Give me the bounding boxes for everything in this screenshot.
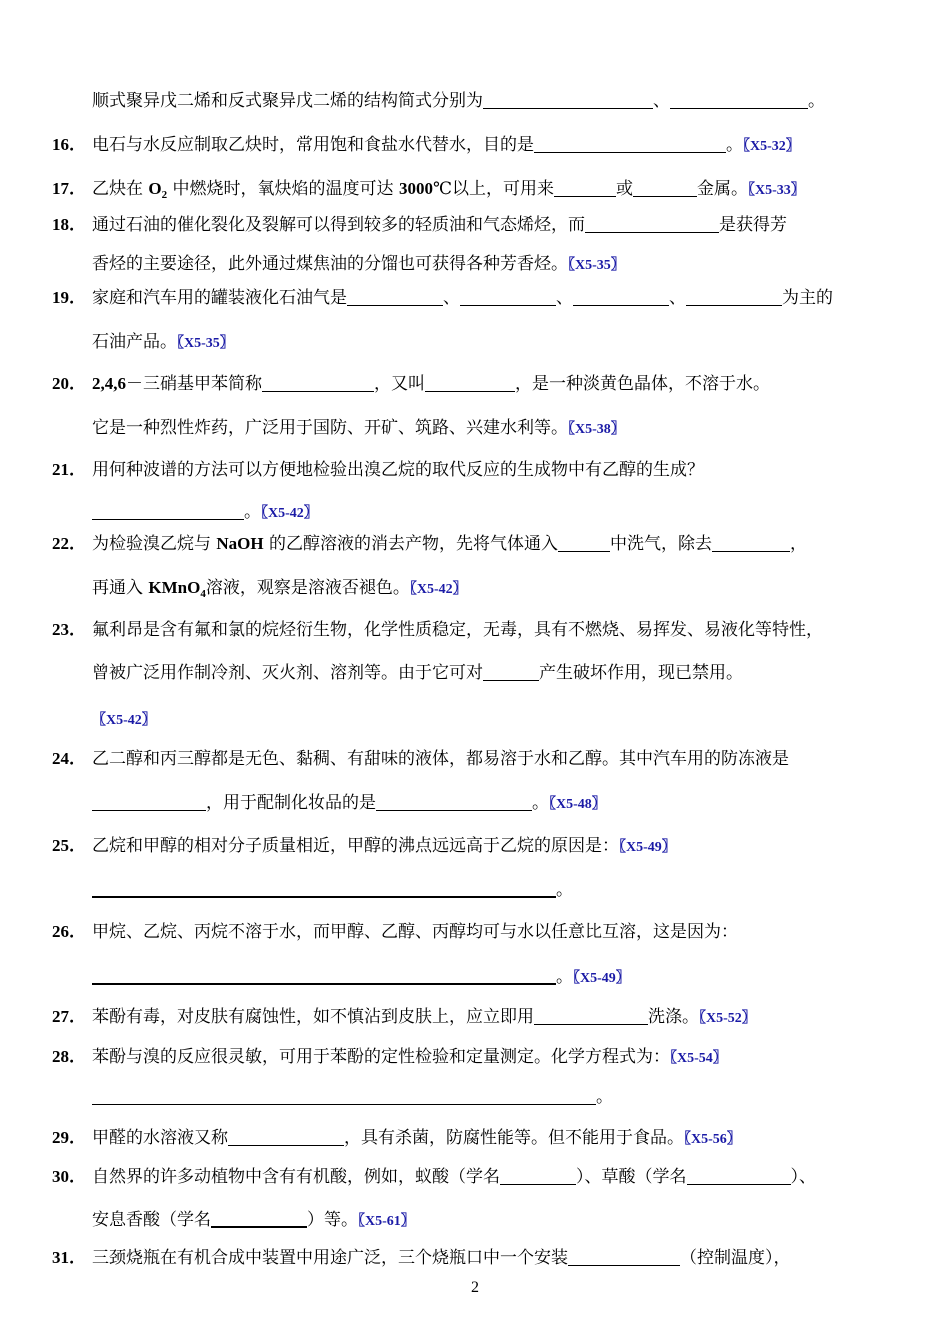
question-number: 17． <box>52 179 86 198</box>
q24-text-b: ，用于配制化妆品的是 <box>206 793 376 813</box>
q18-text-c: 香烃的主要途径，此外通过煤焦油的分馏也可获得各种芳香烃。 <box>92 254 568 274</box>
q20-text-b: ，又叫 <box>374 374 425 394</box>
question-number: 28． <box>52 1047 86 1066</box>
answer-blank[interactable] <box>211 1209 307 1228</box>
answer-blank[interactable] <box>460 288 556 306</box>
answer-blank[interactable] <box>92 879 556 898</box>
reference-tag: 〖X5-61〗 <box>358 1214 415 1229</box>
tnt-locants: 2,4,6 <box>92 374 126 393</box>
answer-blank[interactable] <box>262 374 374 392</box>
temperature-value: 3000 <box>398 179 433 198</box>
kmno4-subscript: 4 <box>200 588 206 600</box>
question-number: 20． <box>52 374 86 393</box>
answer-blank[interactable] <box>376 793 532 811</box>
q30-text-a: 自然界的许多动植物中含有有机酸，例如，蚁酸（学名 <box>92 1167 500 1187</box>
q19-text-b: 为主的 <box>782 288 833 308</box>
q20-text-d: 它是一种烈性炸药，广泛用于国防、开矿、筑路、兴建水利等。 <box>92 418 568 438</box>
separator: 、 <box>443 288 460 308</box>
answer-blank[interactable] <box>554 179 616 197</box>
separator: 、 <box>556 288 573 308</box>
q30-text-e: ）等。 <box>307 1210 358 1230</box>
kmno4-formula: KMnO <box>148 578 201 597</box>
q18-text-a: 通过石油的催化裂化及裂解可以得到较多的轻质油和气态烯烃，而 <box>92 215 585 235</box>
q22-text-d: ， <box>790 534 808 554</box>
q25-text: 乙烷和甲醇的相对分子质量相近，甲醇的沸点远远高于乙烷的原因是： <box>92 836 619 856</box>
question-number: 18． <box>52 215 86 234</box>
naoh-formula: NaOH <box>216 534 264 553</box>
q27-text-b: 洗涤。 <box>648 1007 699 1027</box>
answer-blank[interactable] <box>92 502 244 520</box>
question-number: 19． <box>52 288 86 307</box>
q17-text-b: 中燃烧时，氧炔焰的温度可达 <box>167 179 399 199</box>
oxygen-subscript: 2 <box>161 189 168 201</box>
q24-end: 。 <box>532 793 549 813</box>
question-number: 24． <box>52 749 86 768</box>
q15-end: 。 <box>808 91 825 111</box>
reference-tag: 〖X5-38〗 <box>568 422 625 437</box>
question-number: 26． <box>52 922 86 941</box>
reference-tag: 〖X5-54〗 <box>670 1051 727 1066</box>
q15-text: 顺式聚异戊二烯和反式聚异戊二烯的结构简式分别为 <box>92 91 483 111</box>
question-number: 27． <box>52 1007 86 1026</box>
q17-or: 或 <box>615 179 633 199</box>
q31-text-b: （控制温度）， <box>680 1248 791 1268</box>
reference-tag: 〖X5-49〗 <box>573 971 630 986</box>
q17-text-d: 金属。 <box>696 179 748 199</box>
q20-text-c: ，是一种淡黄色晶体，不溶于水。 <box>515 374 770 394</box>
q29-text-a: 甲醛的水溶液又称 <box>92 1128 228 1148</box>
question-number: 25． <box>52 836 86 855</box>
q23-text-a: 氟利昂是含有氟和氯的烷烃衍生物，化学性质稳定，无毒，具有不燃烧、易挥发、易液化等特性， <box>92 620 823 640</box>
q22-text-b: 的乙醇溶液的消去产物，先将气体通入 <box>263 534 559 554</box>
reference-tag: 〖X5-32〗 <box>743 139 800 154</box>
q28-text: 苯酚与溴的反应很灵敏，可用于苯酚的定性检验和定量测定。化学方程式为： <box>92 1047 670 1067</box>
reference-tag: 〖X5-56〗 <box>684 1132 741 1147</box>
q21-end: 。 <box>244 502 261 522</box>
answer-blank[interactable] <box>568 1248 680 1266</box>
reference-tag: 〖X5-42〗 <box>92 713 156 728</box>
reference-tag: 〖X5-35〗 <box>177 336 234 351</box>
answer-blank[interactable] <box>92 966 556 985</box>
q19-text-c: 石油产品。 <box>92 332 177 352</box>
q24-text-a: 乙二醇和丙三醇都是无色、黏稠、有甜味的液体，都易溶于水和乙醇。其中汽车用的防冻液是 <box>92 749 789 769</box>
q22-text-c: 中洗气，除去 <box>610 534 713 554</box>
q18-text-b: 是获得芳 <box>719 215 787 235</box>
q27-text-a: 苯酚有毒，对皮肤有腐蚀性，如不慎沾到皮肤上，应立即用 <box>92 1007 534 1027</box>
q17-text-c: ℃以上，可用来 <box>432 179 554 199</box>
reference-tag: 〖X5-52〗 <box>699 1011 756 1026</box>
answer-blank[interactable] <box>686 288 782 306</box>
q16-end: 。 <box>726 135 743 155</box>
answer-blank[interactable] <box>558 534 610 552</box>
question-number: 30． <box>52 1167 86 1186</box>
answer-blank[interactable] <box>92 793 206 811</box>
q30-text-d: 安息香酸（学名 <box>92 1210 211 1230</box>
reference-tag: 〖X5-42〗 <box>409 582 467 597</box>
answer-blank[interactable] <box>585 215 719 233</box>
reference-tag: 〖X5-33〗 <box>747 183 805 198</box>
answer-blank[interactable] <box>573 288 669 306</box>
oxygen-formula: O <box>148 179 162 198</box>
question-number: 21． <box>52 460 86 479</box>
q31-text-a: 三颈烧瓶在有机合成中装置中用途广泛，三个烧瓶口中一个安装 <box>92 1248 568 1268</box>
reference-tag: 〖X5-49〗 <box>619 840 676 855</box>
reference-tag: 〖X5-35〗 <box>568 258 625 273</box>
question-number: 16． <box>52 135 86 154</box>
answer-blank[interactable] <box>633 179 697 197</box>
answer-blank[interactable] <box>687 1167 791 1185</box>
question-number: 31． <box>52 1248 86 1267</box>
answer-blank[interactable] <box>534 135 726 153</box>
q29-text-b: ，具有杀菌，防腐性能等。但不能用于食品。 <box>344 1128 684 1148</box>
q30-text-b: ）、草酸（学名 <box>576 1167 687 1187</box>
q15-sep: 、 <box>653 91 670 111</box>
answer-blank[interactable] <box>92 1087 596 1105</box>
q22-text-a: 为检验溴乙烷与 <box>92 534 217 554</box>
separator: 、 <box>669 288 686 308</box>
answer-blank[interactable] <box>425 374 515 392</box>
q23-text-b: 曾被广泛用作制冷剂、灭火剂、溶剂等。由于它可对 <box>92 663 483 683</box>
q25-end: 。 <box>556 880 573 900</box>
q22-text-e: 再通入 <box>92 578 149 598</box>
answer-blank[interactable] <box>347 288 443 306</box>
page-number: 2 <box>471 1279 479 1296</box>
question-number: 23． <box>52 620 86 639</box>
q20-text-a: －三硝基甲苯简称 <box>126 374 262 394</box>
answer-blank[interactable] <box>483 91 653 109</box>
answer-blank[interactable] <box>483 663 539 681</box>
q22-text-f: 溶液，观察是溶液否褪色。 <box>205 578 410 598</box>
q16-text: 电石与水反应制取乙炔时，常用饱和食盐水代替水，目的是 <box>92 135 534 155</box>
q26-end: 。 <box>556 967 573 987</box>
q21-text: 用何种波谱的方法可以方便地检验出溴乙烷的取代反应的生成物中有乙醇的生成？ <box>92 460 704 480</box>
q19-text-a: 家庭和汽车用的罐装液化石油气是 <box>92 288 347 308</box>
answer-blank[interactable] <box>670 91 808 109</box>
answer-blank[interactable] <box>534 1007 648 1025</box>
q17-text-a: 乙炔在 <box>92 179 149 199</box>
q30-text-c: ）、 <box>790 1167 816 1187</box>
answer-blank[interactable] <box>712 534 790 552</box>
reference-tag: 〖X5-48〗 <box>549 797 606 812</box>
question-number: 22． <box>52 534 86 553</box>
question-number: 29． <box>52 1128 86 1147</box>
answer-blank[interactable] <box>500 1167 576 1185</box>
reference-tag: 〖X5-42〗 <box>261 506 318 521</box>
q23-text-c: 产生破坏作用，现已禁用。 <box>539 663 743 683</box>
q26-text: 甲烷、乙烷、丙烷不溶于水，而甲醇、乙醇、丙醇均可与水以任意比互溶，这是因为： <box>92 922 738 942</box>
q28-end: 。 <box>596 1087 613 1107</box>
answer-blank[interactable] <box>228 1128 344 1146</box>
